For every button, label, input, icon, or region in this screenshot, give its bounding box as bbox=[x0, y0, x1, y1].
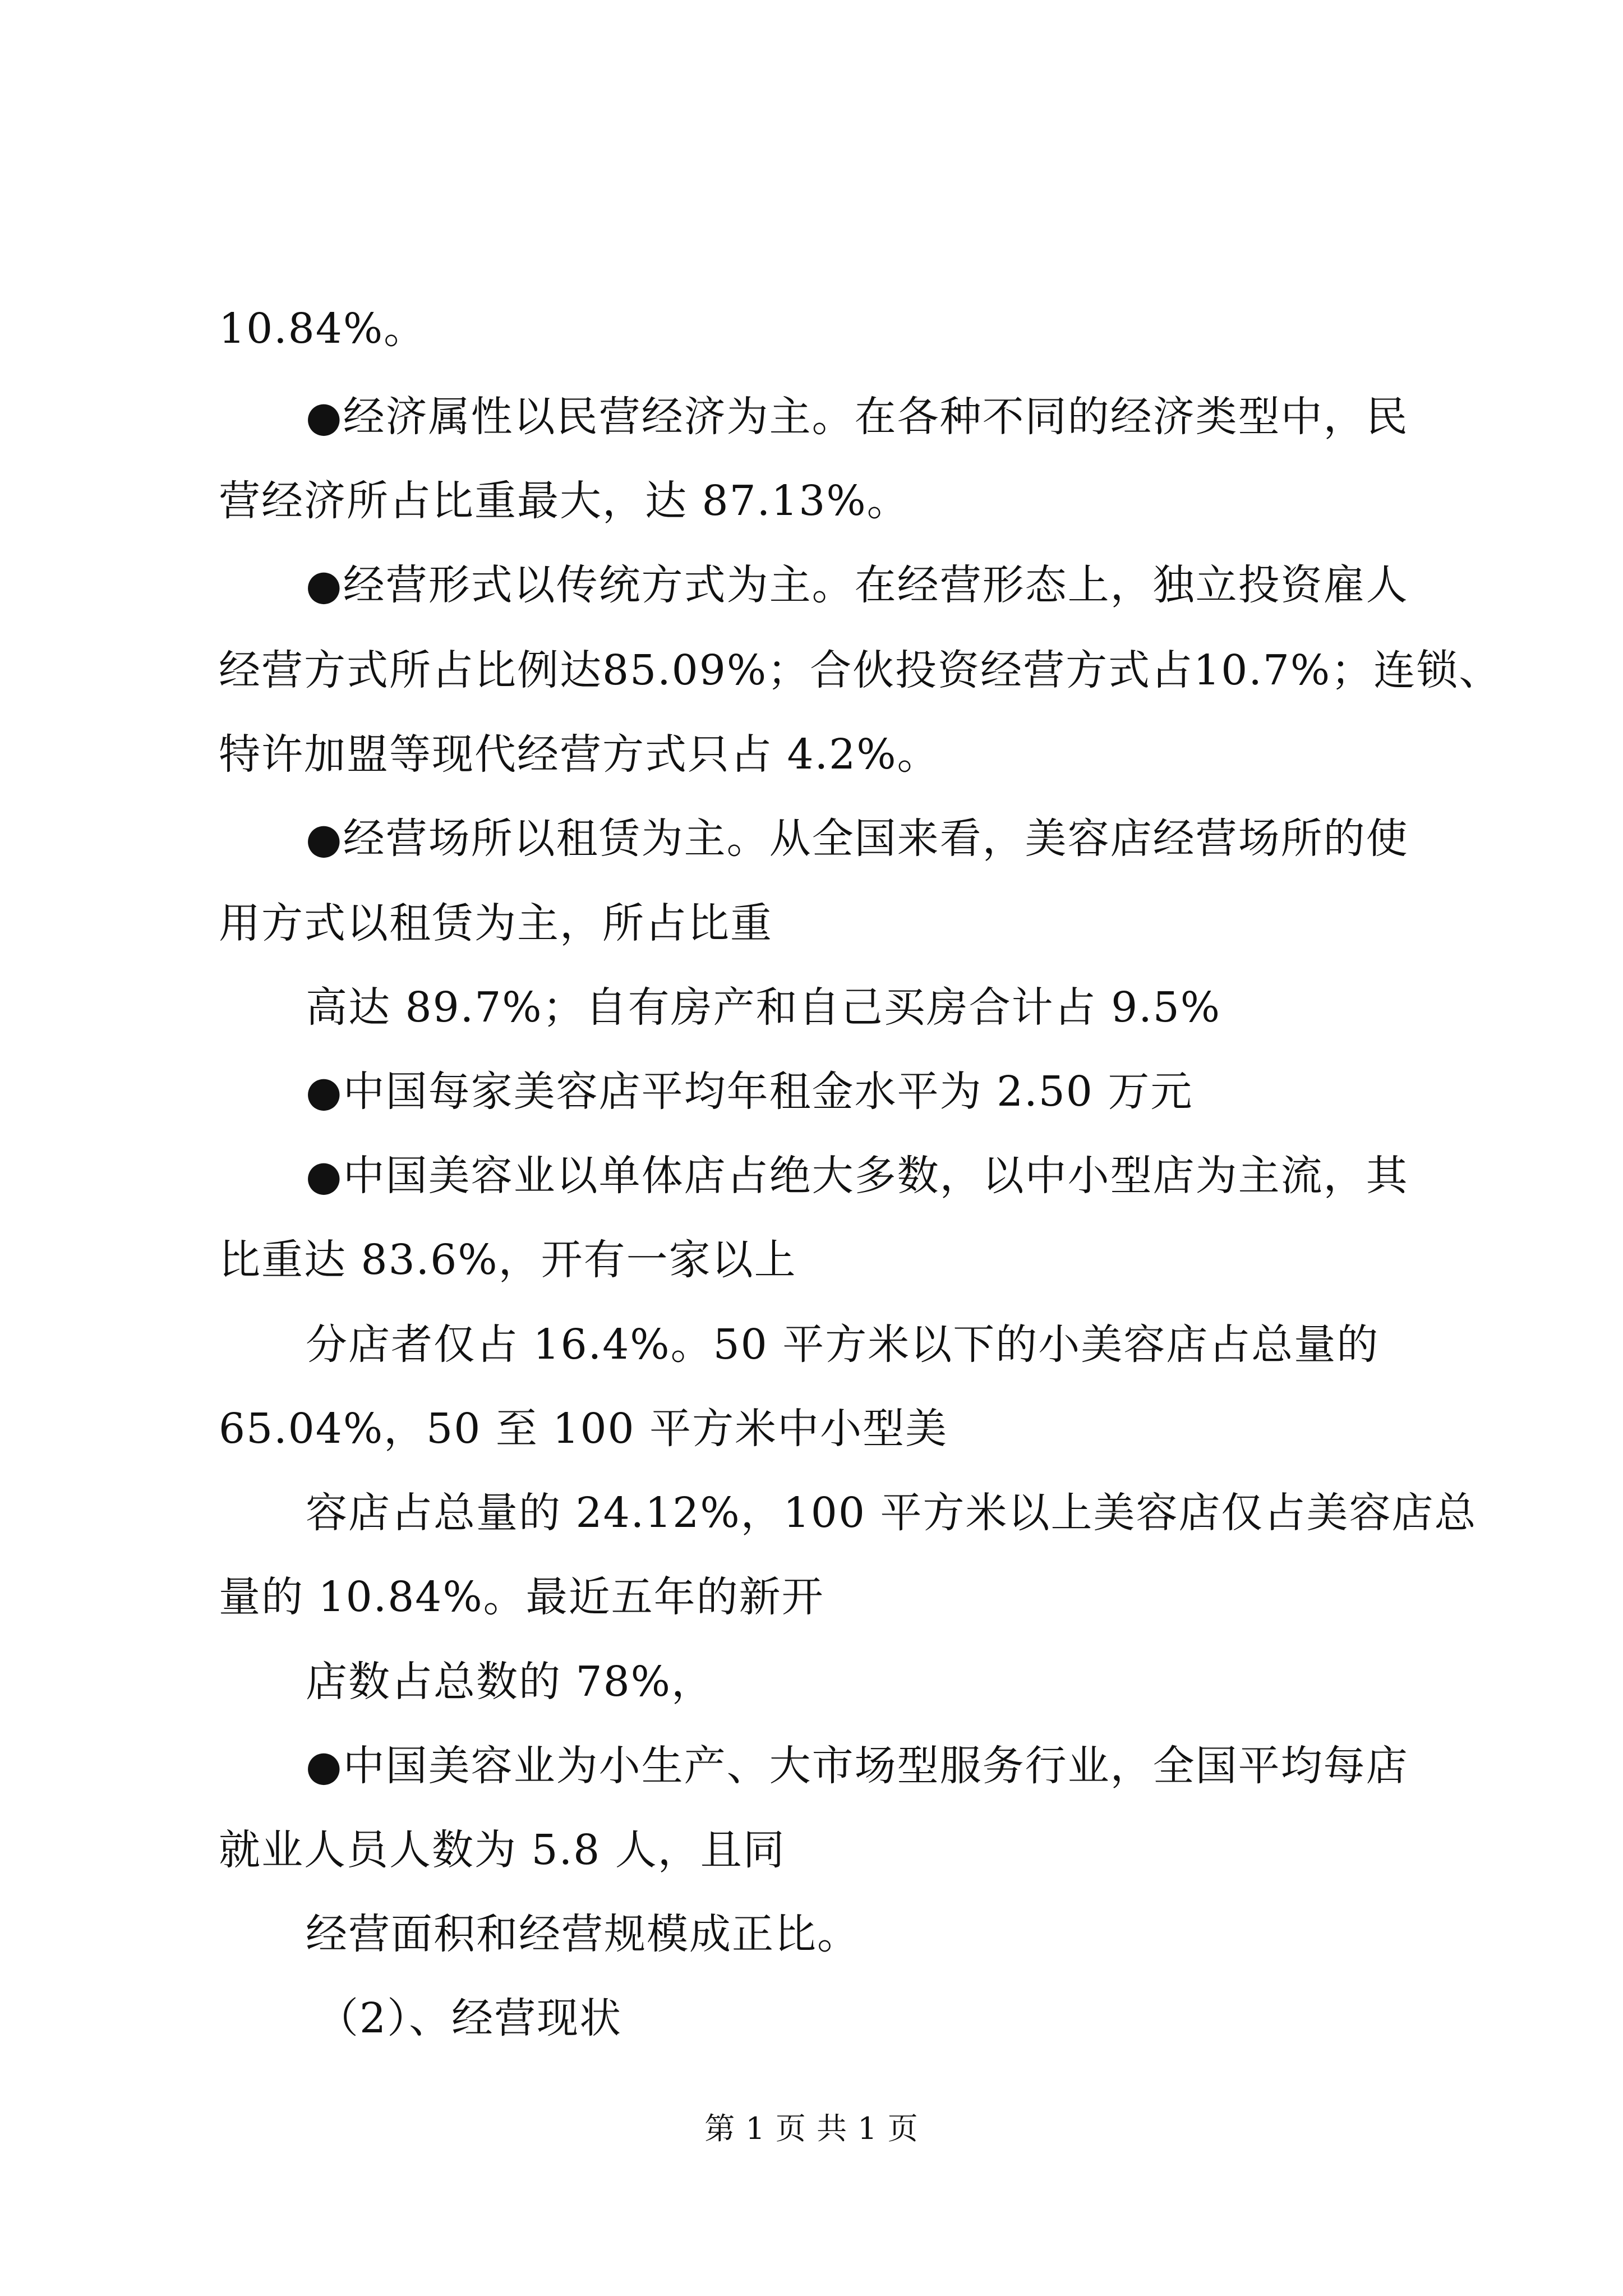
text-line: ●中国美容业以单体店占绝大多数，以中小型店为主流，其 bbox=[306, 1152, 1409, 1200]
text-line: 量的 10.84%。最近五年的新开 bbox=[219, 1573, 824, 1621]
text-line: 比重达 83.6%，开有一家以上 bbox=[219, 1236, 797, 1284]
text-line: 容店占总量的 24.12%，100 平方米以上美容店仅占美容店总 bbox=[306, 1489, 1477, 1537]
text-line: 65.04%，50 至 100 平方米中小型美 bbox=[219, 1405, 948, 1453]
text-line: ●经济属性以民营经济为主。在各种不同的经济类型中，民 bbox=[306, 393, 1409, 441]
text-line: 高达 89.7%；自有房产和自己买房合计占 9.5% bbox=[306, 983, 1221, 1032]
text-line: 特许加盟等现代经营方式只占 4.2%。 bbox=[219, 730, 940, 779]
text-line: 店数占总数的 78%， bbox=[306, 1658, 714, 1706]
text-line: 营经济所占比重最大，达 87.13%。 bbox=[219, 477, 910, 525]
text-line: 10.84%。 bbox=[219, 305, 427, 353]
text-line: ●经营形式以传统方式为主。在经营形态上，独立投资雇人 bbox=[306, 561, 1409, 609]
text-line: 经营面积和经营规模成正比。 bbox=[306, 1910, 860, 1958]
text-line: 就业人员人数为 5.8 人，且同 bbox=[219, 1826, 786, 1874]
text-line: 经营方式所占比例达85.09%；合伙投资经营方式占10.7%；连锁、 bbox=[219, 646, 1502, 694]
section-heading: （2）、经营现状 bbox=[317, 1994, 623, 2042]
page-footer: 第 1 页 共 1 页 bbox=[704, 2111, 919, 2146]
text-line: 用方式以租赁为主，所占比重 bbox=[219, 899, 773, 947]
text-line: ●中国每家美容店平均年租金水平为 2.50 万元 bbox=[306, 1068, 1193, 1116]
text-line: ●经营场所以租赁为主。从全国来看，美容店经营场所的使 bbox=[306, 815, 1409, 863]
text-line: ●中国美容业为小生产、大市场型服务行业，全国平均每店 bbox=[306, 1742, 1409, 1790]
text-line: 分店者仅占 16.4%。50 平方米以下的小美容店占总量的 bbox=[306, 1320, 1380, 1369]
